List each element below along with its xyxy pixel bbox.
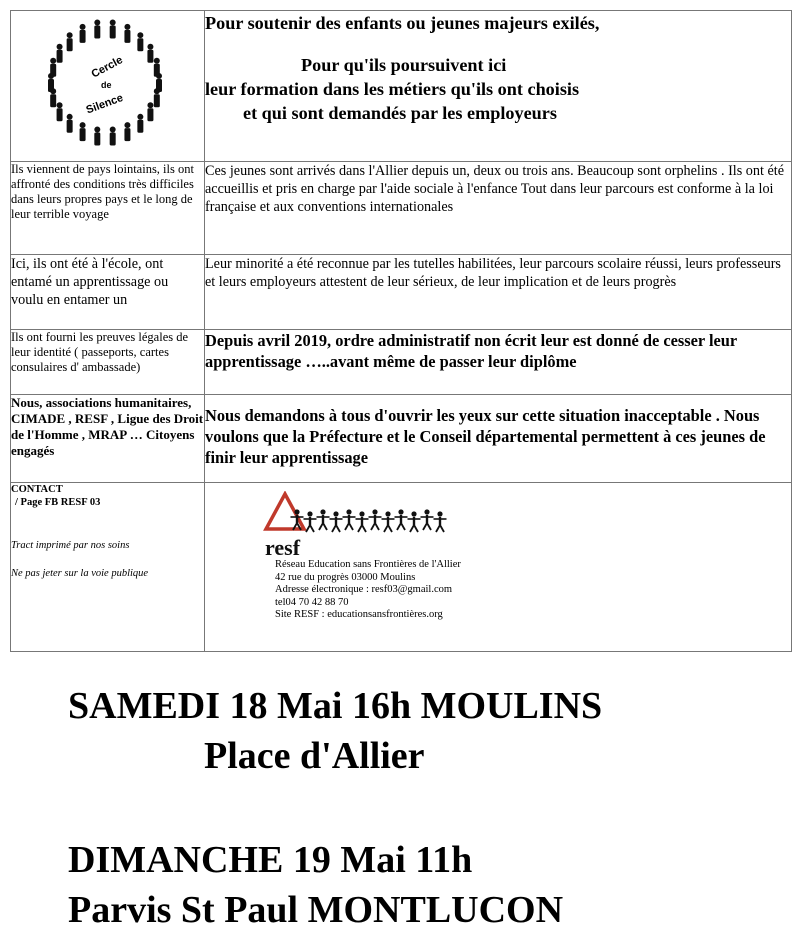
person-icon: [124, 122, 130, 141]
resf-cell: [205, 483, 792, 652]
person-icon: [154, 88, 160, 107]
contact-page: / Page FB RESF 03: [15, 497, 101, 508]
child-icon: [369, 509, 382, 530]
person-icon: [137, 32, 143, 51]
person-icon: [124, 24, 130, 43]
resf-info: [275, 559, 461, 622]
logo-cell: [11, 11, 205, 162]
event-montlucon-date: DIMANCHE 19 Mai 11h: [68, 839, 473, 881]
row-3-left: Ils ont fourni les preuves légales de leur identité ( passeports, cartes consulaires d' ambassade): [11, 330, 205, 395]
header-line-3: leur formation dans les métiers qu'ils ont choisis: [205, 79, 580, 99]
contact-title: CONTACT: [11, 484, 63, 495]
child-icon: [356, 511, 369, 532]
row-1-left: Ils viennent de pays lointains, ils ont affronté des conditions très difficiles dans leurs propres pays et le long de leur terrible voyage: [11, 162, 205, 255]
row-4-left: Nous, associations humanitaires, CIMADE , RESF , Ligue des Droit de l'Homme , MRAP … Citoyens engagés: [11, 395, 205, 483]
person-icon: [147, 44, 153, 63]
flyer-table: [10, 10, 792, 652]
row-2-left: Ici, ils ont été à l'école, ont entamé un apprentissage ou voulu en entamer un: [11, 255, 205, 330]
header-line-4: et qui sont demandés par les employeurs: [243, 103, 557, 123]
resf-address: 42 rue du progrès 03000 Moulins: [275, 571, 416, 583]
child-icon: [395, 509, 408, 530]
header-cell: [205, 11, 792, 162]
person-icon: [110, 20, 116, 39]
person-icon: [50, 58, 56, 77]
child-icon: [317, 509, 330, 530]
child-icon: [434, 511, 447, 532]
child-icon: [408, 511, 421, 532]
header-line-2: Pour qu'ils poursuivent ici: [301, 55, 507, 75]
resf-phone: tel04 70 42 88 70: [275, 596, 349, 608]
resf-logo: [263, 491, 463, 561]
row-2-right: Leur minorité a été reconnue par les tutelles habilitées, leur parcours scolaire réussi, leurs professeurs et leurs employeurs attestent de leur sérieux, de leur implication et de leurs progrès: [205, 255, 792, 330]
person-icon: [147, 102, 153, 121]
row-3-right: Depuis avril 2019, ordre administratif non écrit leur est donné de cesser leur apprentissage …..avant même de passer leur diplôme: [205, 330, 792, 395]
logo-text-silence: Silence: [84, 91, 125, 117]
resf-email: Adresse électronique : resf03@gmail.com: [275, 584, 453, 595]
person-icon: [110, 126, 116, 145]
contact-cell: [11, 483, 205, 652]
event-montlucon-place: Parvis St Paul MONTLUCON: [68, 889, 564, 931]
resf-org: Réseau Education sans Frontières de l'Allier: [275, 559, 461, 570]
person-icon: [137, 114, 143, 133]
event-moulins-date: SAMEDI 18 Mai 16h MOULINS: [68, 685, 603, 727]
person-icon: [80, 122, 86, 141]
cercle-de-silence-logo: [39, 15, 174, 155]
child-icon: [343, 509, 356, 530]
no-litter-note: Ne pas jeter sur la voie publique: [11, 568, 149, 579]
person-icon: [94, 126, 100, 145]
child-icon: [382, 511, 395, 532]
row-4-right: Nous demandons à tous d'ouvrir les yeux sur cette situation inacceptable . Nous voulons que la Préfecture et le Conseil départemental permettent à ces jeunes de finir leur apprentissage: [205, 395, 792, 483]
child-icon: [421, 509, 434, 530]
person-icon: [154, 58, 160, 77]
logo-text-cercle: Cercle: [89, 54, 125, 81]
person-icon: [57, 44, 63, 63]
printed-note: Tract imprimé par nos soins: [11, 540, 130, 551]
header-line-1: Pour soutenir des enfants ou jeunes majeurs exilés,: [205, 13, 600, 33]
row-1-right: Ces jeunes sont arrivés dans l'Allier depuis un, deux ou trois ans. Beaucoup sont orphelins . Ils ont été accueillis et pris en charge par l'aide sociale à l'enfance Tout dans leur parcours est conforme à la loi française et aux conventions internationales: [205, 162, 792, 255]
event-moulins-place: Place d'Allier: [204, 735, 425, 777]
person-icon: [94, 20, 100, 39]
person-icon: [57, 102, 63, 121]
logo-text-de: de: [101, 80, 112, 90]
child-icon: [330, 511, 343, 532]
person-icon: [67, 32, 73, 51]
person-icon: [67, 114, 73, 133]
person-icon: [80, 24, 86, 43]
resf-logo-text: resf: [265, 535, 301, 560]
resf-site: Site RESF : educationsansfrontières.org: [275, 609, 443, 620]
